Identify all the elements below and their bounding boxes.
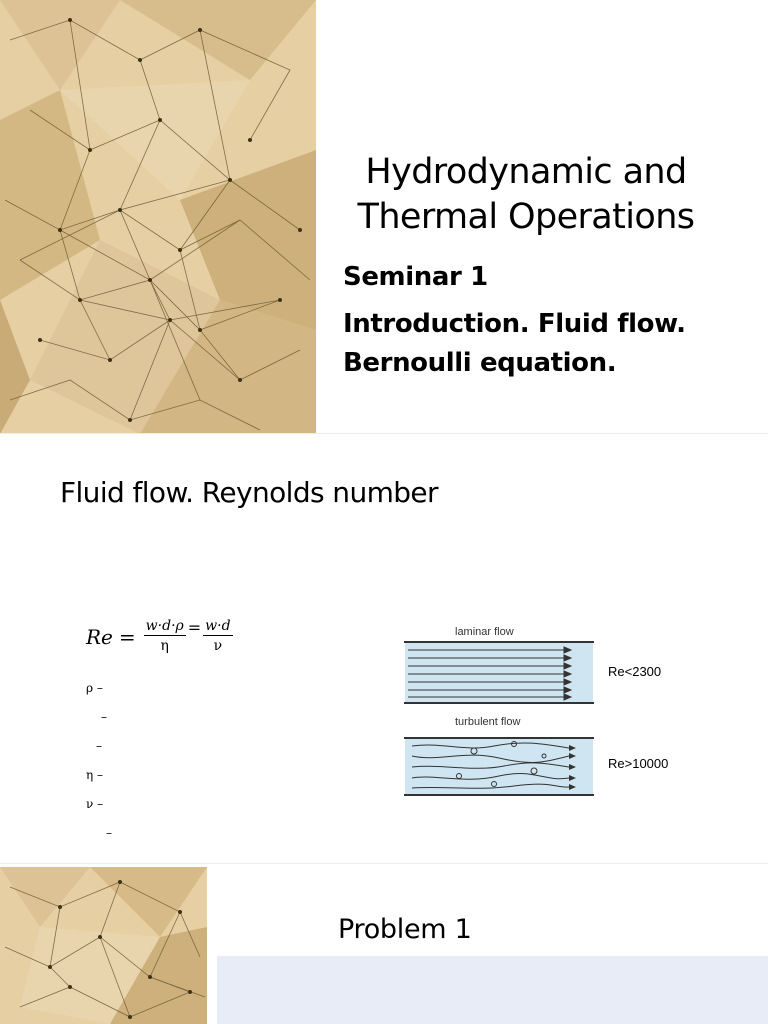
- turbulent-flow-label: turbulent flow: [455, 716, 521, 728]
- seminar-label: Seminar 1: [343, 262, 488, 292]
- definition-item: –: [101, 710, 107, 724]
- reynolds-slide: [0, 434, 768, 864]
- laminar-flow-diagram: [404, 640, 594, 706]
- decorative-polygon-art: [0, 867, 207, 1024]
- formula-fraction-2: [203, 617, 232, 656]
- reynolds-formula: [86, 617, 235, 656]
- definition-item: ν –: [86, 797, 104, 811]
- fraction-2-numerator: w·d: [205, 618, 231, 634]
- decorative-polygon-art: [0, 0, 316, 434]
- fraction-2-denominator: ν: [213, 638, 223, 654]
- fraction-1-denominator: η: [160, 638, 169, 654]
- title-line-2: Thermal Operations: [357, 197, 695, 237]
- turbulent-reynolds-range: Re>10000: [608, 756, 669, 771]
- presentation-title: [334, 150, 718, 240]
- formula-equals: =: [118, 624, 136, 649]
- slide-title: Fluid flow. Reynolds number: [60, 476, 438, 509]
- variable-definitions: [86, 681, 112, 855]
- formula-fraction-1: [144, 617, 186, 656]
- subtitle-line-2: Bernoulli equation.: [343, 348, 617, 378]
- definition-item: ρ –: [86, 681, 103, 695]
- title-slide: [0, 0, 768, 434]
- definition-item: –: [96, 739, 102, 753]
- laminar-flow-label: laminar flow: [455, 626, 514, 638]
- subtitle-line-1: Introduction. Fluid flow.: [343, 309, 686, 339]
- formula-lhs: Re: [86, 624, 113, 649]
- definition-item: –: [106, 826, 112, 840]
- fraction-1-numerator: w·d·ρ: [145, 618, 184, 634]
- title-line-1: Hydrodynamic and: [365, 152, 687, 192]
- problem-title: Problem 1: [338, 914, 472, 945]
- problem-content-box: [217, 956, 768, 1024]
- problem-slide: [0, 864, 768, 1024]
- turbulent-flow-diagram: [404, 736, 594, 798]
- laminar-reynolds-range: Re<2300: [608, 664, 662, 679]
- formula-equals-2: =: [187, 618, 202, 637]
- definition-item: η –: [86, 768, 104, 782]
